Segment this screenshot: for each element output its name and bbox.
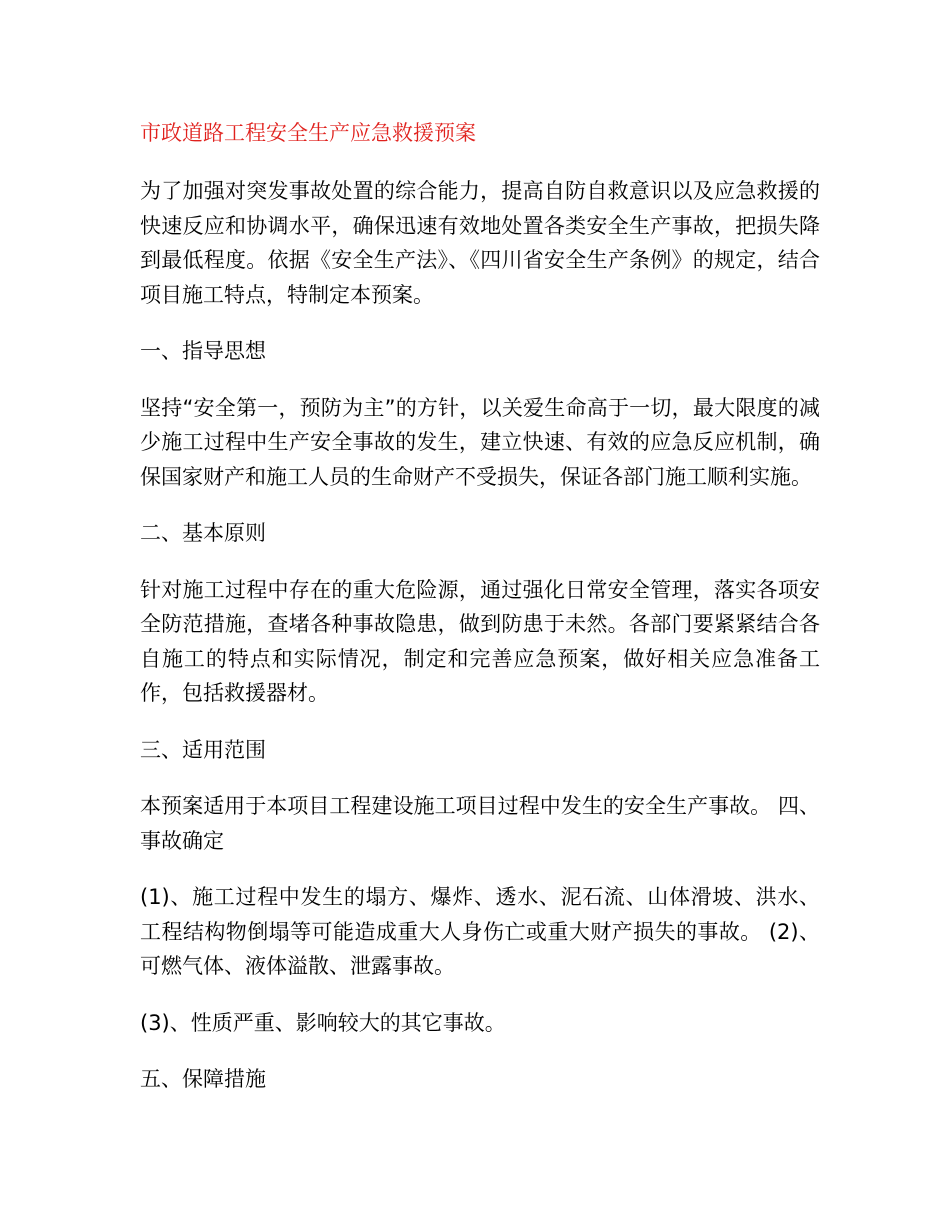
scope-paragraph: 本预案适用于本项目工程建设施工项目过程中发生的安全生产事故。 四、事故确定 <box>140 794 820 853</box>
document-page <box>140 118 820 1119</box>
accident-type-3-paragraph: (3)、性质严重、影响较大的其它事故。 <box>140 1010 506 1035</box>
section-heading-basic-principles: 二、基本原则 <box>140 521 266 545</box>
accident-types-paragraph: (1)、施工过程中发生的塌方、爆炸、透水、泥石流、山体滑坡、洪水、工程结构物倒塌等可能造成重大人身伤亡或重大财产损失的事故。 (2)、可燃气体、液体溢散、泄露事故。 <box>140 885 820 978</box>
section-heading-scope: 三、适用范围 <box>140 737 266 762</box>
intro-paragraph: 为了加强对突发事故处置的综合能力，提高自防自救意识以及应急救援的快速反应和协调水平，确保迅速有效地处置各类安全生产事故，把损失降到最低程度。依据《安全生产法》、《四川省安全生产条例》的规定，结合项目施工特点，特制定本预案。 <box>140 179 820 307</box>
guiding-ideology-paragraph: 坚持“安全第一，预防为主”的方针，以关爱生命高于一切，最大限度的减少施工过程中生产安全事故的发生，建立快速、有效的应急反应机制，确保国家财产和施工人员的生命财产不受损失，保证各部门施工顺利实施。 <box>140 395 820 489</box>
document-title: 市政道路工程安全生产应急救援预案 <box>140 121 476 145</box>
basic-principles-paragraph: 针对施工过程中存在的重大危险源，通过强化日常安全管理，落实各项安全防范措施，查堵各种事故隐患，做到防患于未然。各部门要紧紧结合各自施工的特点和实际情况，制定和完善应急预案，做好相关应急准备工作，包括救援器材。 <box>140 577 820 705</box>
section-heading-guiding-ideology: 一、指导思想 <box>140 339 266 363</box>
section-heading-safeguards: 五、保障措施 <box>140 1067 266 1091</box>
